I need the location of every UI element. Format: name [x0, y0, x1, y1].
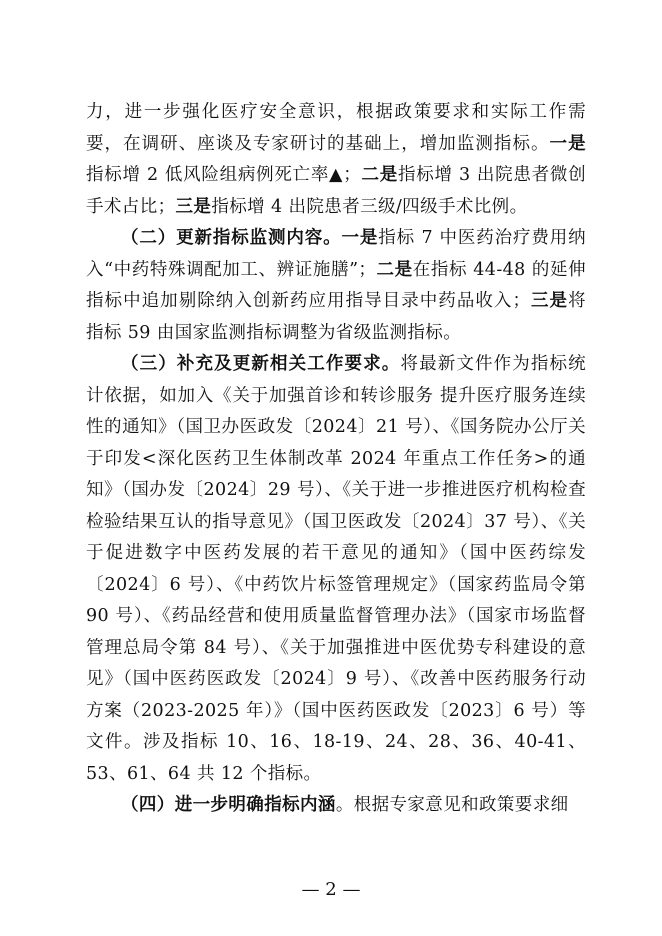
page-number: — 2 —	[301, 879, 361, 900]
paragraph-text: 指标增 2 低风险组病例死亡率▲；	[86, 165, 362, 185]
paragraph-text: 指标增 3 出院患者微创手术占比；	[86, 165, 586, 217]
section-heading: （三）补充及更新相关工作要求。	[121, 354, 401, 374]
document-body	[86, 97, 586, 822]
paragraph-section-4	[86, 790, 586, 822]
paragraph-text: 在指标 44-48 的延伸指标中追加剔除纳入创新药应用指导目录中药品收入；	[86, 259, 586, 311]
emphasis-third: 三是	[175, 196, 212, 217]
emphasis-second: 二是	[376, 259, 413, 280]
emphasis-first: 一是	[549, 133, 586, 154]
paragraph-intro	[86, 97, 586, 223]
paragraph-text: 指标 7 中医药治疗费用纳入“中药特殊调配加工、辨证施膳”；	[86, 228, 586, 280]
paragraph-text: 。根据专家意见和政策要求细	[335, 795, 569, 815]
paragraph-section-3	[86, 349, 586, 790]
emphasis-first: 一是	[341, 228, 379, 248]
paragraph-text: 力，进一步强化医疗安全意识，根据政策要求和实际工作需要，在调研、座谈及专家研讨的基础上，增加监测指标。	[86, 102, 586, 154]
paragraph-text: 指标增 4 出院患者三级/四级手术比例。	[211, 196, 528, 217]
paragraph-section-2	[86, 223, 586, 349]
emphasis-second: 二是	[361, 165, 398, 185]
section-heading: （二）更新指标监测内容。	[121, 228, 342, 248]
section-heading: （四）进一步明确指标内涵	[121, 795, 336, 815]
emphasis-third: 三是	[530, 291, 569, 311]
paragraph-text: 将指标 59 由国家监测指标调整为省级监测指标。	[86, 291, 586, 343]
paragraph-text: 将最新文件作为指标统计依据，如加入《关于加强首诊和转诊服务 提升医疗服务连续性的通知》（国卫办医政发〔2024〕21 号）、《国务院办公厅关于印发<深化医药卫生体制改革 2024 年重点工作任务>的通知》（国办发〔2024〕29 号）、《关于进一步推进医疗机构检查检验结果互认的指导意见》（国卫医政发〔2024〕37 号）、《关于促进数字中医药发展的若干意见的通知》（国中医药综发〔2024〕6 号）、《中药饮片标签管理规定》（国家药监局令第 90 号）、《药品经营和使用质量监督管理办法》（国家市场监督管理总局令第 84 号）、《关于加强推进中医优势专科建设的意见》（国中医药医政发〔2024〕9 号）、《改善中医药服务行动方案（2023-2025 年）》（国中医药医政发〔2023〕6 号）等文件。涉及指标 10、16、18-19、24、28、36、40-41、53、61、64 共 12 个指标。	[86, 354, 586, 784]
